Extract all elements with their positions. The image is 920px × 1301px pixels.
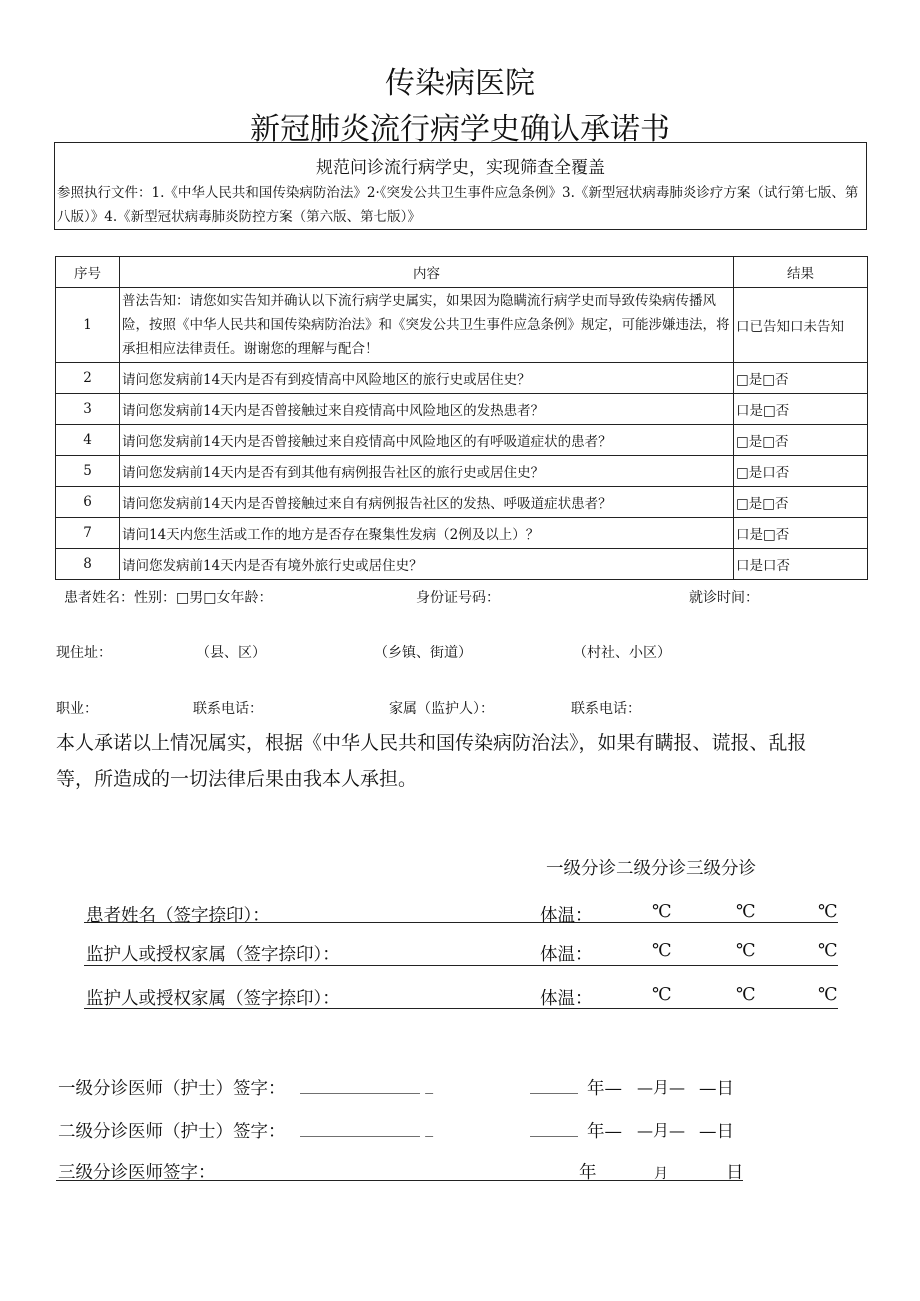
date-day[interactable]: —日 [699, 1122, 734, 1142]
temp-unit-3[interactable]: ℃ [818, 941, 838, 961]
row-num: 6 [56, 487, 120, 518]
triage-header: 一级分诊二级分诊三级分诊 [546, 859, 756, 879]
table-row [56, 518, 868, 549]
temp-unit-2[interactable]: ℃ [736, 941, 756, 961]
signature-underline [84, 922, 838, 923]
row-num: 5 [56, 456, 120, 487]
row-content: 请问您发病前14天内是否有到其他有病例报告社区的旅行史或居住史？ [120, 456, 734, 487]
family-guardian-field[interactable]: 家属（监护人）： [389, 701, 494, 717]
row-content: 请问您发病前14天内是否曾接触过来自疫情高中风险地区的有呼吸道症状的患者？ [120, 425, 734, 456]
row-num: 7 [56, 518, 120, 549]
table-row [56, 456, 868, 487]
date-year[interactable]: 年 [579, 1163, 597, 1183]
row-result-checkbox[interactable]: 口已告知口未告知 [734, 288, 868, 363]
hospital-title: 传染病医院 [385, 66, 535, 101]
address-town[interactable]: （乡镇、街道） [374, 645, 472, 661]
date-year[interactable]: 年— [587, 1122, 622, 1142]
signature-underline [56, 1180, 743, 1181]
row-result-checkbox[interactable]: 口是口否 [734, 549, 868, 580]
address-label: 现住址： [56, 645, 112, 661]
table-row [56, 394, 868, 425]
temperature-label: 体温： [540, 989, 593, 1009]
date-day[interactable]: —日 [699, 1079, 734, 1099]
row-num: 8 [56, 549, 120, 580]
row-content: 请问您发病前14天内是否曾接触过来自疫情高中风险地区的发热患者？ [120, 394, 734, 425]
patient-id-number[interactable]: 身份证号码： [416, 590, 500, 606]
temp-unit-2[interactable]: ℃ [736, 985, 756, 1005]
date-blank[interactable]: ______ [530, 1118, 578, 1137]
address-village[interactable]: （村社、小区） [573, 645, 671, 661]
row-content: 请问您发病前14天内是否有境外旅行史或居住史？ [120, 549, 734, 580]
reference-files: 参照执行文件：1.《中华人民共和国传染病防治法》2·《突发公共卫生事件应急条例》3.《新型冠状病毒肺炎诊疗方案（试行第七版、第八版）》4.《新型冠状病毒肺炎防控方案（第六版、第七版）》 [57, 185, 859, 225]
row-result-checkbox[interactable]: □是□否 [734, 425, 868, 456]
address-county[interactable]: （县、区） [196, 645, 266, 661]
doctor-label: 二级分诊医师（护士）签字： [58, 1122, 286, 1142]
temp-unit-3[interactable]: ℃ [818, 902, 838, 922]
phone-field[interactable]: 联系电话： [193, 701, 263, 717]
row-content: 普法告知：请您如实告知并确认以下流行病学史属实，如果因为隐瞒流行病学史而导致传染病传播风险，按照《中华人民共和国传染病防治法》和《突发公共卫生事件应急条例》规定，可能涉嫌违法，将承担相应法律责任。谢谢您的理解与配合！ [120, 288, 734, 363]
row-content: 请问您发病前14天内是否曾接触过来自有病例报告社区的发热、呼吸道症状患者？ [120, 487, 734, 518]
row-result-checkbox[interactable]: □是□否 [734, 487, 868, 518]
temp-unit-1[interactable]: ℃ [652, 985, 672, 1005]
patient-visit-time[interactable]: 就诊时间： [689, 590, 759, 606]
doctor-label: 三级分诊医师签字： [58, 1163, 216, 1183]
temperature-label: 体温： [540, 945, 593, 965]
row-num: 1 [56, 288, 120, 363]
doctor-signature-blank[interactable]: _______________ _ [300, 1075, 434, 1094]
temp-unit-3[interactable]: ℃ [818, 985, 838, 1005]
job-field[interactable]: 职业： [56, 701, 98, 717]
temperature-label: 体温： [540, 906, 593, 926]
date-month[interactable]: —月— [637, 1121, 686, 1140]
date-month[interactable]: —月— [637, 1078, 686, 1097]
row-num: 2 [56, 363, 120, 394]
table-row [56, 363, 868, 394]
signature-label[interactable]: 监护人或授权家属（签字捺印）： [86, 989, 340, 1009]
date-day[interactable]: 日 [726, 1163, 744, 1183]
temp-unit-1[interactable]: ℃ [652, 902, 672, 922]
row-result-checkbox[interactable]: □是□否 [734, 363, 868, 394]
date-month[interactable]: 月 [654, 1166, 668, 1182]
header-result: 结果 [734, 257, 868, 288]
signature-label[interactable]: 监护人或授权家属（签字捺印）： [86, 945, 340, 965]
doctor-signature-blank[interactable]: _______________ _ [300, 1118, 434, 1137]
family-phone-field[interactable]: 联系电话： [571, 701, 641, 717]
date-year[interactable]: 年— [587, 1079, 622, 1099]
promise-line-2: 等，所造成的一切法律后果由我本人承担。 [56, 768, 418, 790]
signature-label[interactable]: 患者姓名（签字捺印）： [86, 906, 270, 926]
doctor-label: 一级分诊医师（护士）签字： [58, 1079, 286, 1099]
patient-name-gender-age[interactable]: 患者姓名：性别：□男□女年龄： [64, 590, 273, 606]
temp-unit-2[interactable]: ℃ [736, 902, 756, 922]
row-num: 3 [56, 394, 120, 425]
temp-unit-1[interactable]: ℃ [652, 941, 672, 961]
row-num: 4 [56, 425, 120, 456]
reference-box [54, 142, 867, 230]
table-row [56, 425, 868, 456]
header-num: 序号 [56, 257, 120, 288]
table-header-row [56, 257, 868, 288]
row-result-checkbox[interactable]: 口是□否 [734, 518, 868, 549]
document-title: 新冠肺炎流行病学史确认承诺书 [250, 112, 670, 147]
reference-subtitle: 规范问诊流行病学史，实现筛查全覆盖 [316, 158, 605, 178]
table-row [56, 288, 868, 363]
row-content: 请问您发病前14天内是否有到疫情高中风险地区的旅行史或居住史？ [120, 363, 734, 394]
promise-line-1: 本人承诺以上情况属实，根据《中华人民共和国传染病防治法》，如果有瞒报、谎报、乱报 [56, 732, 807, 754]
header-content: 内容 [120, 257, 734, 288]
signature-underline [84, 1008, 838, 1009]
epidemiology-table [55, 256, 868, 580]
row-content: 请问14天内您生活或工作的地方是否存在聚集性发病（2例及以上）？ [120, 518, 734, 549]
date-blank[interactable]: ______ [530, 1075, 578, 1094]
row-result-checkbox[interactable]: □是口否 [734, 456, 868, 487]
row-result-checkbox[interactable]: 口是□否 [734, 394, 868, 425]
table-row [56, 487, 868, 518]
signature-underline [84, 965, 838, 966]
table-row [56, 549, 868, 580]
